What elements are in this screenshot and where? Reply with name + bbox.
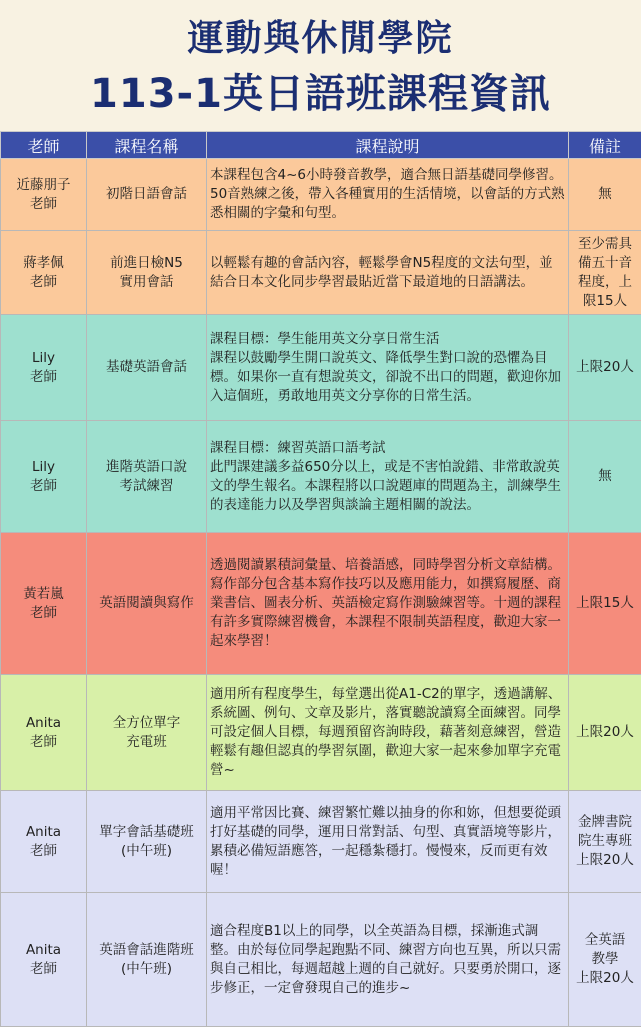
- table-row: [1, 893, 641, 1027]
- notes-cell-line: 程度，上: [572, 273, 638, 292]
- teacher-cell-line: 老師: [4, 604, 83, 623]
- teacher-cell-line: 老師: [4, 368, 83, 387]
- course-description-cell: 以輕鬆有趣的會話內容，輕鬆學會N5程度的文法句型，並結合日本文化同步學習最貼近當下最道地的日語講法。: [207, 231, 569, 315]
- table-row: [1, 421, 641, 533]
- notes-cell: [569, 675, 641, 791]
- notes-cell-line: 上限20人: [572, 723, 638, 742]
- course-table: [0, 131, 641, 1027]
- notes-cell-line: 教學: [572, 950, 638, 969]
- course-name-cell-line: (中午班): [90, 960, 203, 979]
- header-teacher: 老師: [1, 132, 87, 159]
- course-description-cell: 課程目標：練習英語口語考試 此門課建議多益650分以上，或是不害怕說錯、非常敢說英文的學生報名。本課程將以口說題庫的問題為主，訓練學生的表達能力以及學習與談論主題相關的說法。: [207, 421, 569, 533]
- teacher-cell-line: Anita: [4, 941, 83, 960]
- course-description-cell: 課程目標：學生能用英文分享日常生活 課程以鼓勵學生開口說英文、降低學生對口說的恐懼為目標。如果你一直有想說英文，卻說不出口的問題，歡迎你加入這個班，勇敢地用英文分享你的日常生活。: [207, 315, 569, 421]
- course-name-cell-line: 英語會話進階班: [90, 941, 203, 960]
- notes-cell-line: 上限20人: [572, 851, 638, 870]
- notes-cell-line: 無: [572, 467, 638, 486]
- notes-cell: [569, 315, 641, 421]
- header-notes: 備註: [569, 132, 641, 159]
- teacher-cell-line: 老師: [4, 842, 83, 861]
- notes-cell: [569, 159, 641, 231]
- page-subtitle: 113-1英日語班課程資訊: [0, 62, 641, 119]
- teacher-cell-line: 老師: [4, 477, 83, 496]
- course-name-cell: [87, 893, 207, 1027]
- notes-cell-line: 無: [572, 185, 638, 204]
- course-name-cell: [87, 421, 207, 533]
- table-row: [1, 159, 641, 231]
- notes-cell-line: 全英語: [572, 931, 638, 950]
- teacher-cell-line: Anita: [4, 714, 83, 733]
- course-description-cell: 適用平常因比賽、練習繁忙難以抽身的你和妳，但想要從頭打好基礎的同學，運用日常對話、句型、真實語境等影片，累積必備短語應答，一起穩紮穩打。慢慢來，反而更有效喔！: [207, 791, 569, 893]
- course-name-cell-line: 英語閱讀與寫作: [90, 594, 203, 613]
- teacher-cell: [1, 675, 87, 791]
- course-description-cell: 本課程包含4~6小時發音教學，適合無日語基礎同學修習。50音熟練之後，帶入各種實用的生活情境，以會話的方式熟悉相關的字彙和句型。: [207, 159, 569, 231]
- course-name-cell: [87, 315, 207, 421]
- notes-cell-line: 上限20人: [572, 969, 638, 988]
- teacher-cell-line: 老師: [4, 195, 83, 214]
- table-row: [1, 315, 641, 421]
- table-row: [1, 675, 641, 791]
- course-name-cell: [87, 791, 207, 893]
- course-description-cell: 適合程度B1以上的同學，以全英語為目標，採漸進式調整。由於每位同學起跑點不同、練習方向也互異，所以只需與自己相比，每週超越上週的自己就好。只要勇於開口，逐步修正，一定會發現自己的進步~: [207, 893, 569, 1027]
- table-header-row: [1, 132, 641, 159]
- notes-cell-line: 金牌書院: [572, 813, 638, 832]
- teacher-cell-line: Lily: [4, 349, 83, 368]
- course-name-cell-line: 考試練習: [90, 477, 203, 496]
- teacher-cell-line: 近藤朋子: [4, 176, 83, 195]
- notes-cell-line: 至少需具: [572, 235, 638, 254]
- course-name-cell-line: 基礎英語會話: [90, 358, 203, 377]
- course-name-cell-line: 初階日語會話: [90, 185, 203, 204]
- page-title: 運動與休閒學院: [0, 10, 641, 61]
- teacher-cell-line: 老師: [4, 960, 83, 979]
- notes-cell: [569, 231, 641, 315]
- teacher-cell: [1, 893, 87, 1027]
- teacher-cell: [1, 533, 87, 675]
- notes-cell: [569, 893, 641, 1027]
- notes-cell: [569, 533, 641, 675]
- course-description-cell: 透過閱讀累積詞彙量、培養語感，同時學習分析文章結構。寫作部分包含基本寫作技巧以及應用能力，如撰寫履歷、商業書信、圖表分析、英語檢定寫作測驗練習等。十週的課程有許多實際練習機會，本課程不限制英語程度，歡迎大家一起來學習！: [207, 533, 569, 675]
- course-name-cell: [87, 675, 207, 791]
- header: [0, 0, 641, 131]
- table-row: [1, 231, 641, 315]
- notes-cell-line: 上限20人: [572, 358, 638, 377]
- header-course-name: 課程名稱: [87, 132, 207, 159]
- teacher-cell-line: Anita: [4, 823, 83, 842]
- course-description-cell: 適用所有程度學生，每堂選出從A1-C2的單字，透過講解、系統圖、例句、文章及影片，落實聽說讀寫全面練習。同學可設定個人目標，每週預留咨詢時段，藉著刻意練習，營造輕鬆有趣但認真的學習氛圍，歡迎大家一起來參加單字充電營~: [207, 675, 569, 791]
- teacher-cell-line: 蔣孝佩: [4, 254, 83, 273]
- course-name-cell-line: 實用會話: [90, 273, 203, 292]
- teacher-cell: [1, 159, 87, 231]
- header-course-description: 課程說明: [207, 132, 569, 159]
- notes-cell-line: 備五十音: [572, 254, 638, 273]
- notes-cell-line: 院生專班: [572, 832, 638, 851]
- notes-cell-line: 上限15人: [572, 594, 638, 613]
- table-row: [1, 533, 641, 675]
- teacher-cell: [1, 315, 87, 421]
- teacher-cell-line: Lily: [4, 458, 83, 477]
- course-name-cell: [87, 533, 207, 675]
- notes-cell: [569, 791, 641, 893]
- course-name-cell-line: 單字會話基礎班: [90, 823, 203, 842]
- course-name-cell-line: 進階英語口說: [90, 458, 203, 477]
- course-name-cell: [87, 159, 207, 231]
- teacher-cell-line: 老師: [4, 273, 83, 292]
- course-name-cell-line: (中午班): [90, 842, 203, 861]
- course-name-cell: [87, 231, 207, 315]
- table-row: [1, 791, 641, 893]
- notes-cell: [569, 421, 641, 533]
- course-name-cell-line: 充電班: [90, 733, 203, 752]
- course-name-cell-line: 前進日檢N5: [90, 254, 203, 273]
- teacher-cell: [1, 421, 87, 533]
- teacher-cell: [1, 231, 87, 315]
- table-body: [1, 159, 641, 1027]
- teacher-cell-line: 黃若嵐: [4, 585, 83, 604]
- teacher-cell-line: 老師: [4, 733, 83, 752]
- course-name-cell-line: 全方位單字: [90, 714, 203, 733]
- notes-cell-line: 限15人: [572, 292, 638, 311]
- teacher-cell: [1, 791, 87, 893]
